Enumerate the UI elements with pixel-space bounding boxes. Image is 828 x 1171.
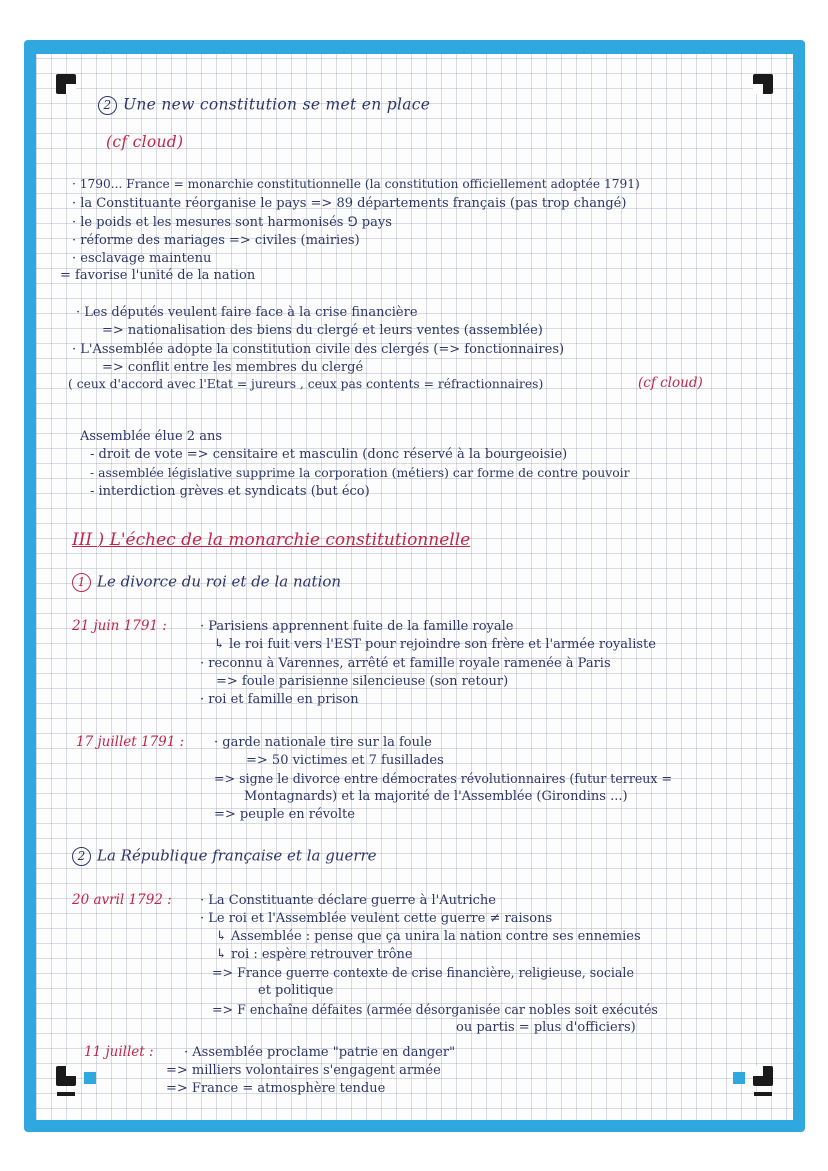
july-date: 17 juillet 1791 : <box>76 734 185 750</box>
april-row-0 <box>72 892 496 909</box>
block-c-line-1: - droit de vote => censitaire et masculin (donc réservé à la bourgeoisie) <box>90 447 568 462</box>
block-b-line-1: => nationalisation des biens du clergé et leurs ventes (assemblée) <box>102 323 543 338</box>
part-3-heading: III ) L'échec de la monarchie constitutionnelle <box>72 530 471 550</box>
june-line-1: ↳ le roi fuit vers l'EST pour rejoindre son frère et l'armée royaliste <box>214 637 656 652</box>
notebook-sheet <box>36 54 793 1120</box>
july11-line-2: => France = atmosphère tendue <box>166 1081 386 1096</box>
block-a-line-0: · 1790... France = monarchie constitutionnelle (la constitution officiellement adoptée 1791) <box>72 177 640 191</box>
bottom-right-dash <box>754 1092 772 1096</box>
june-line-0: · Parisiens apprennent fuite de la famille royale <box>200 619 514 634</box>
april-line-3: ↳ roi : espère retrouver trône <box>216 947 413 962</box>
page-frame <box>24 40 805 1132</box>
block-a-line-4: · esclavage maintenu <box>72 251 212 266</box>
corner-marker-top-right <box>753 74 773 94</box>
april-line-5: et politique <box>258 983 334 998</box>
july11-line-1: => milliers volontaires s'engagent armée <box>166 1063 441 1078</box>
block-c-line-2: - assemblée législative supprime la corporation (métiers) car forme de contre pouvoir <box>90 465 630 480</box>
april-line-7: ou partis = plus d'officiers) <box>456 1020 636 1035</box>
july-line-0: · garde nationale tire sur la foule <box>214 735 432 750</box>
sub-1-title: Le divorce du roi et de la nation <box>97 572 342 591</box>
block-b-line-3: => conflit entre les membres du clergé <box>102 360 364 375</box>
june-line-4: · roi et famille en prison <box>200 692 359 707</box>
june-line-2: · reconnu à Varennes, arrêté et famille royale ramenée à Paris <box>200 656 611 671</box>
june-line-3: => foule parisienne silencieuse (son retour) <box>216 674 509 689</box>
june-row-0 <box>72 618 513 635</box>
june-date: 21 juin 1791 : <box>72 618 167 634</box>
july-line-1: => 50 victimes et 7 fusillades <box>246 753 444 768</box>
sub-2-heading <box>72 847 377 866</box>
july-line-3: Montagnards) et la majorité de l'Assemblée (Girondins ...) <box>244 789 628 804</box>
july11-date: 11 juillet : <box>84 1044 154 1060</box>
april-line-1: · Le roi et l'Assemblée veulent cette guerre ≠ raisons <box>200 911 553 926</box>
section-2-number: 2 <box>98 96 117 115</box>
corner-marker-bottom-left <box>56 1066 76 1086</box>
corner-marker-bottom-right <box>753 1066 773 1086</box>
july11-line-0: · Assemblée proclame "patrie en danger" <box>184 1045 456 1060</box>
july-line-4: => peuple en révolte <box>214 807 355 822</box>
block-b-line-2: · L'Assemblée adopte la constitution civile des clergés (=> fonctionnaires) <box>72 342 565 357</box>
sub-1-number: 1 <box>72 573 91 592</box>
block-c-line-3: - interdiction grèves et syndicats (but éco) <box>90 484 370 499</box>
april-line-6: => F enchaîne défaites (armée désorganisée car nobles soit exécutés <box>212 1002 658 1017</box>
block-a-line-3: · réforme des mariages => civiles (mairies) <box>72 233 360 248</box>
sub-2-title: La République française et la guerre <box>97 846 377 865</box>
april-line-2: ↳ Assemblée : pense que ça unira la nation contre ses ennemies <box>216 929 641 944</box>
block-b-line-0: · Les députés veulent faire face à la crise financière <box>76 305 418 320</box>
july11-row-0 <box>84 1044 455 1061</box>
block-a-line-2: · le poids et les mesures sont harmonisés ⅁ pays <box>72 215 392 230</box>
block-a-line-1: · la Constituante réorganise le pays => 89 départements français (pas trop changé) <box>72 196 627 211</box>
july-row-0 <box>76 734 432 751</box>
section-2-heading <box>98 96 430 115</box>
sub-2-number: 2 <box>72 847 91 866</box>
july-line-2: => signe le divorce entre démocrates révolutionnaires (futur terreux = <box>214 771 673 786</box>
block-b-line-4: ( ceux d'accord avec l'Etat = jureurs , ceux pas contents = réfractionnaires) <box>68 377 544 391</box>
block-a-line-5: = favorise l'unité de la nation <box>60 268 256 283</box>
block-c-line-0: Assemblée élue 2 ans <box>80 429 222 444</box>
april-line-4: => France guerre contexte de crise financière, religieuse, sociale <box>212 965 634 980</box>
bottom-left-dash <box>57 1092 75 1096</box>
bottom-left-square <box>84 1072 96 1084</box>
section-2-cf: (cf cloud) <box>106 133 184 151</box>
sub-1-heading <box>72 573 341 592</box>
april-line-0: · La Constituante déclare guerre à l'Autriche <box>200 893 496 908</box>
corner-marker-top-left <box>56 74 76 94</box>
bottom-right-square <box>733 1072 745 1084</box>
april-date: 20 avril 1792 : <box>72 892 172 908</box>
section-2-title: Une new constitution se met en place <box>123 95 431 114</box>
block-b-cf: (cf cloud) <box>638 375 703 391</box>
